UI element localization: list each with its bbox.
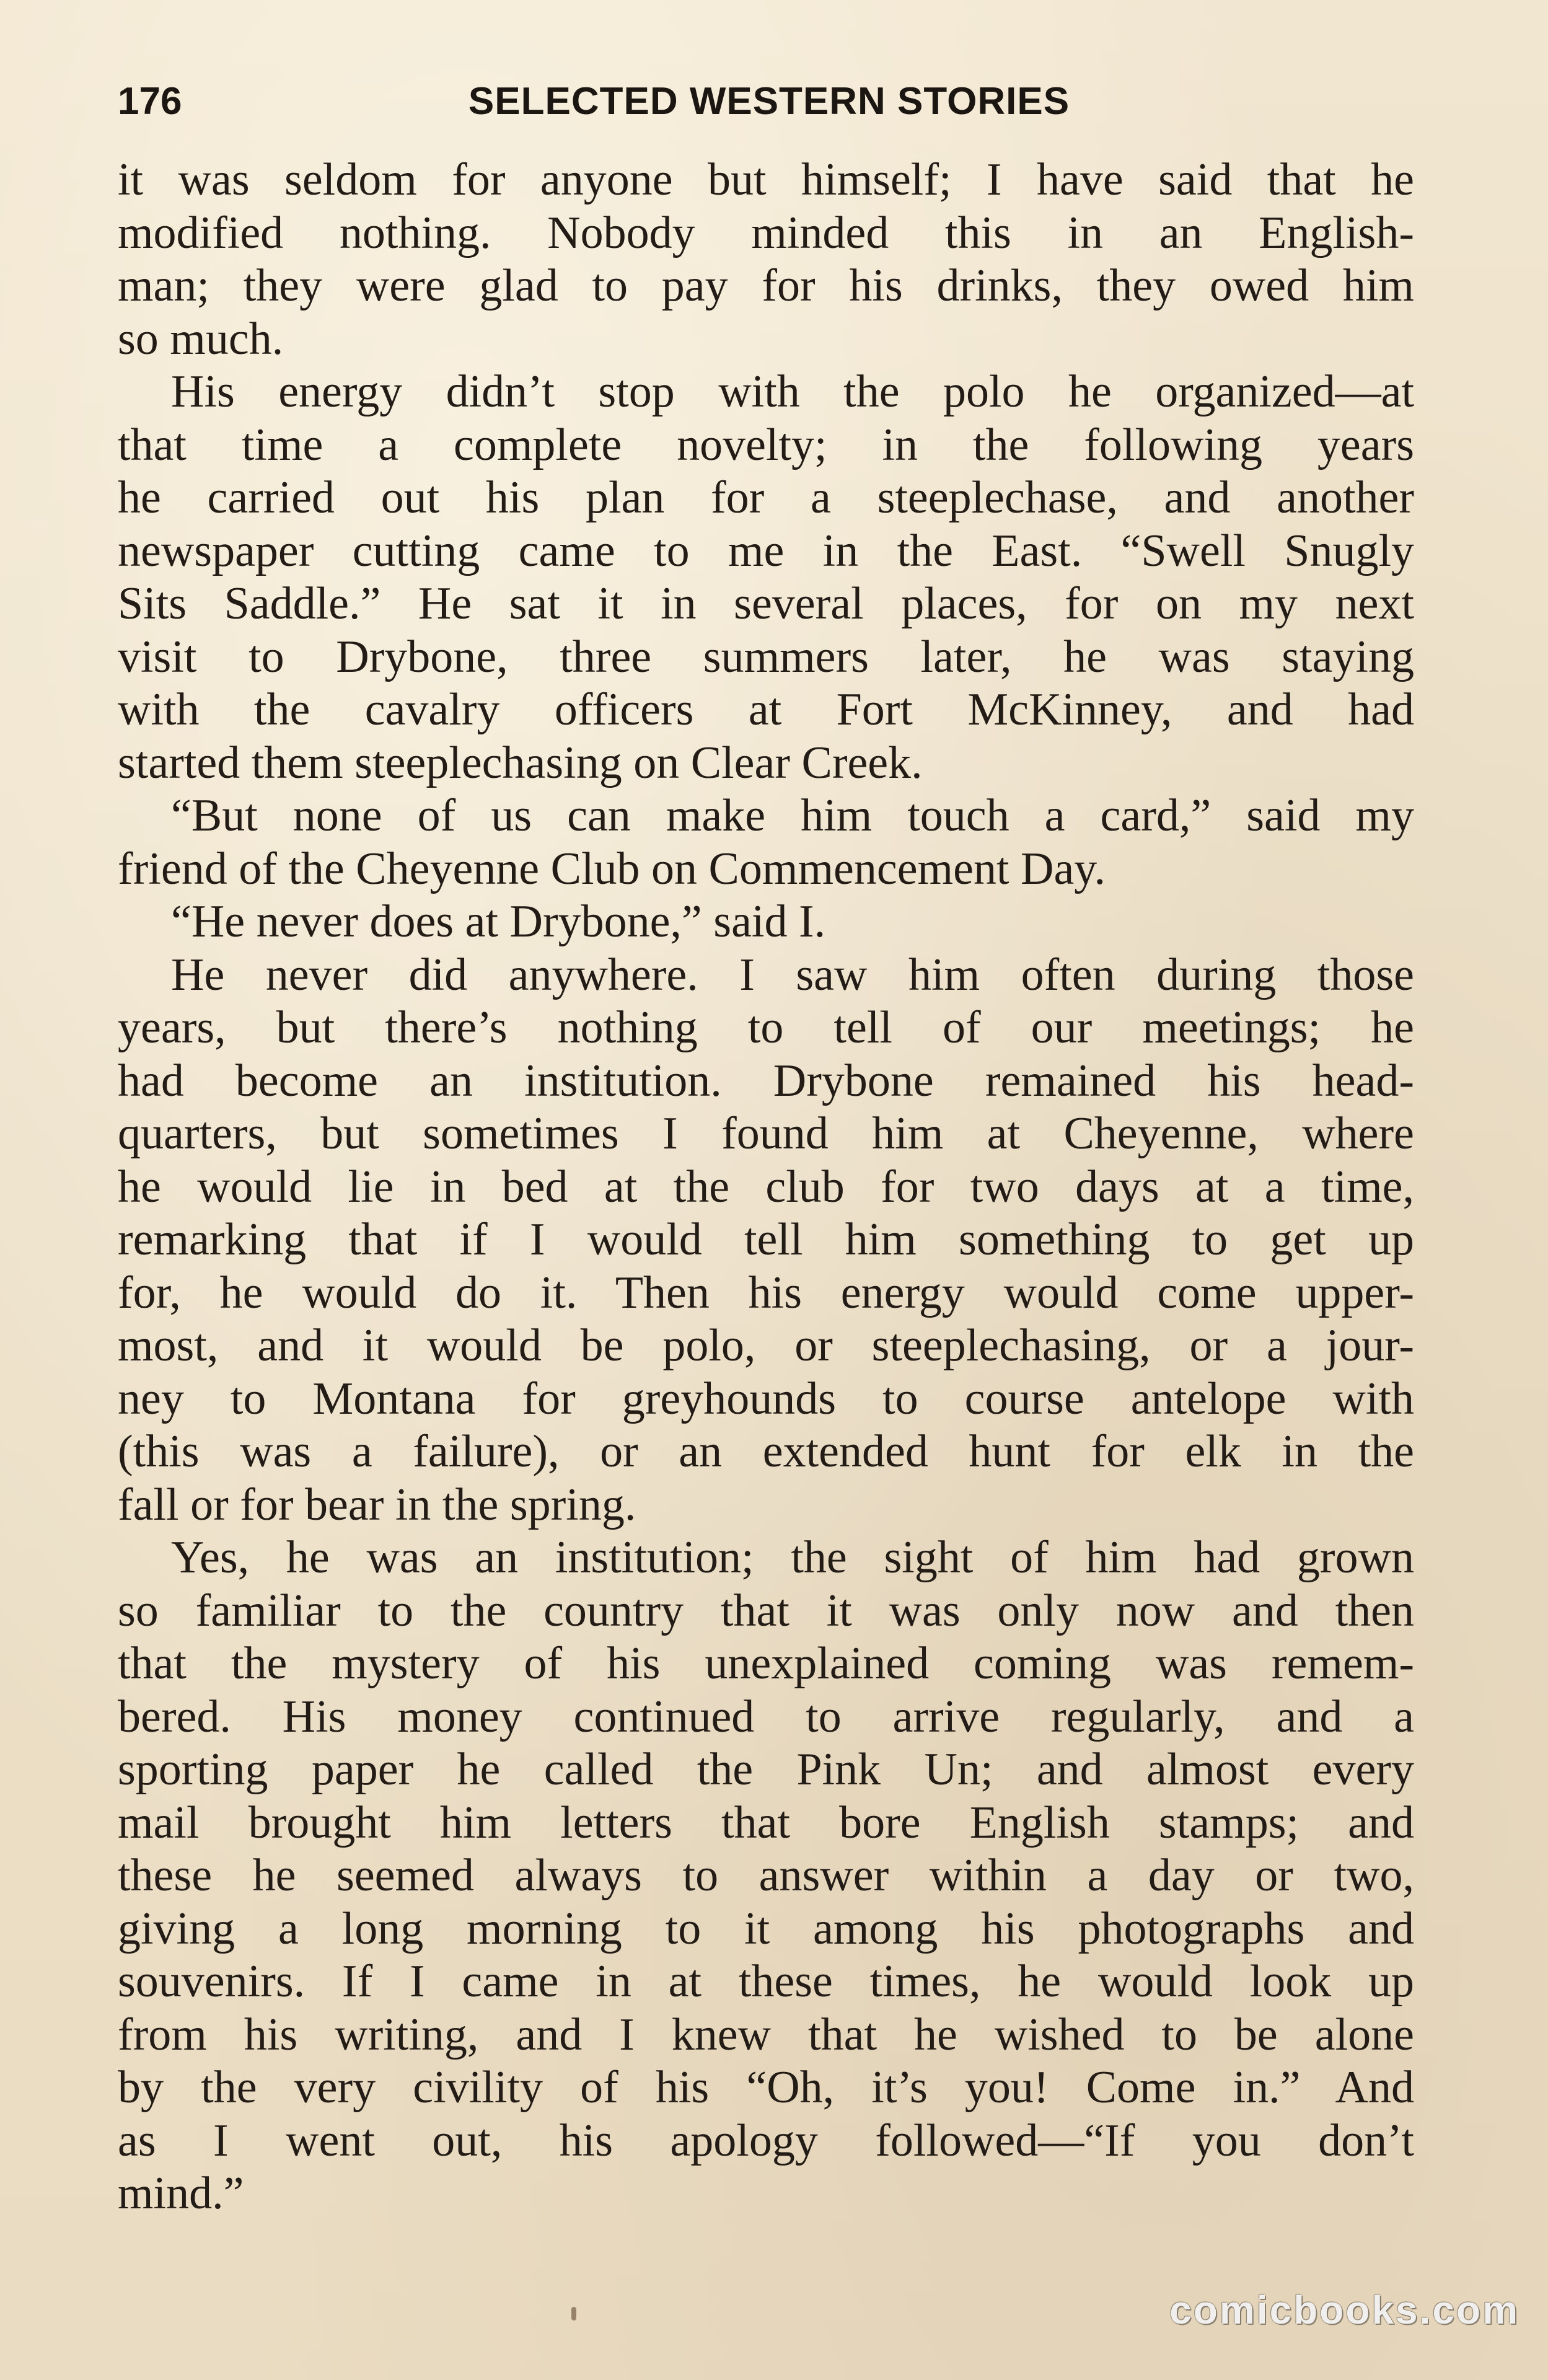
text-line: quarters, but sometimes I found him at Cheyenne, where [118, 1108, 1414, 1159]
text-line: so much. [118, 313, 284, 364]
text-line: most, and it would be polo, or steeplechasing, or a jour- [118, 1320, 1414, 1371]
text-line: mail brought him letters that bore English stamps; and [118, 1797, 1414, 1848]
text-line: from his writing, and I knew that he wished to be alone [118, 2009, 1414, 2060]
text-line: souvenirs. If I came in at these times, he would look up [118, 1956, 1414, 2007]
text-line: man; they were glad to pay for his drinks, they owed him [118, 260, 1414, 311]
text-line: (this was a failure), or an extended hunt for elk in the [118, 1426, 1414, 1477]
text-line: modified nothing. Nobody minded this in an English- [118, 207, 1414, 258]
text-line: had become an institution. Drybone remained his head- [118, 1055, 1414, 1106]
text-line: it was seldom for anyone but himself; I have said that he [118, 154, 1414, 205]
text-line: he would lie in bed at the club for two days at a time, [118, 1161, 1414, 1212]
book-title: SELECTED WESTERN STORIES [468, 80, 1070, 123]
text-line: started them steeplechasing on Clear Creek. [118, 737, 923, 788]
text-line: bered. His money continued to arrive regularly, and a [118, 1691, 1414, 1742]
text-line: friend of the Cheyenne Club on Commencement Day. [118, 843, 1106, 894]
text-line: He never did anywhere. I saw him often during those [171, 949, 1414, 1000]
text-line: mind.” [118, 2168, 244, 2219]
running-head [118, 79, 1420, 141]
text-line: Yes, he was an institution; the sight of him had grown [171, 1532, 1414, 1583]
text-line: with the cavalry officers at Fort McKinney, and had [118, 684, 1414, 735]
text-line: so familiar to the country that it was only now and then [118, 1585, 1414, 1636]
text-line: he carried out his plan for a steeplechase, and another [118, 472, 1414, 523]
text-line: Sits Saddle.” He sat it in several places, for on my next [118, 578, 1414, 629]
text-line: fall or for bear in the spring. [118, 1479, 636, 1530]
body-text [118, 154, 1414, 2221]
text-line: sporting paper he called the Pink Un; and almost every [118, 1744, 1414, 1795]
text-line: by the very civility of his “Oh, it’s you! Come in.” And [118, 2062, 1414, 2113]
text-line: “But none of us can make him touch a card,” said my [171, 790, 1414, 841]
text-line: for, he would do it. Then his energy would come upper- [118, 1267, 1414, 1318]
paper-speck [571, 2307, 576, 2320]
text-line: as I went out, his apology followed—“If you don’t [118, 2115, 1414, 2166]
text-line: ney to Montana for greyhounds to course antelope with [118, 1373, 1414, 1424]
watermark: comicbooks.com [1169, 2288, 1519, 2332]
text-line: newspaper cutting came to me in the East. “Swell Snugly [118, 525, 1414, 576]
text-line: years, but there’s nothing to tell of our meetings; he [118, 1002, 1414, 1053]
text-line: giving a long morning to it among his photographs and [118, 1903, 1414, 1954]
text-line: that the mystery of his unexplained coming was remem- [118, 1638, 1414, 1689]
text-line: His energy didn’t stop with the polo he organized—at [171, 366, 1414, 417]
text-line: “He never does at Drybone,” said I. [171, 896, 826, 947]
text-line: these he seemed always to answer within a day or two, [118, 1850, 1414, 1901]
text-line: visit to Drybone, three summers later, he was staying [118, 631, 1414, 682]
text-line: remarking that if I would tell him something to get up [118, 1214, 1414, 1265]
page-number: 176 [118, 80, 182, 123]
text-line: that time a complete novelty; in the following years [118, 419, 1414, 470]
